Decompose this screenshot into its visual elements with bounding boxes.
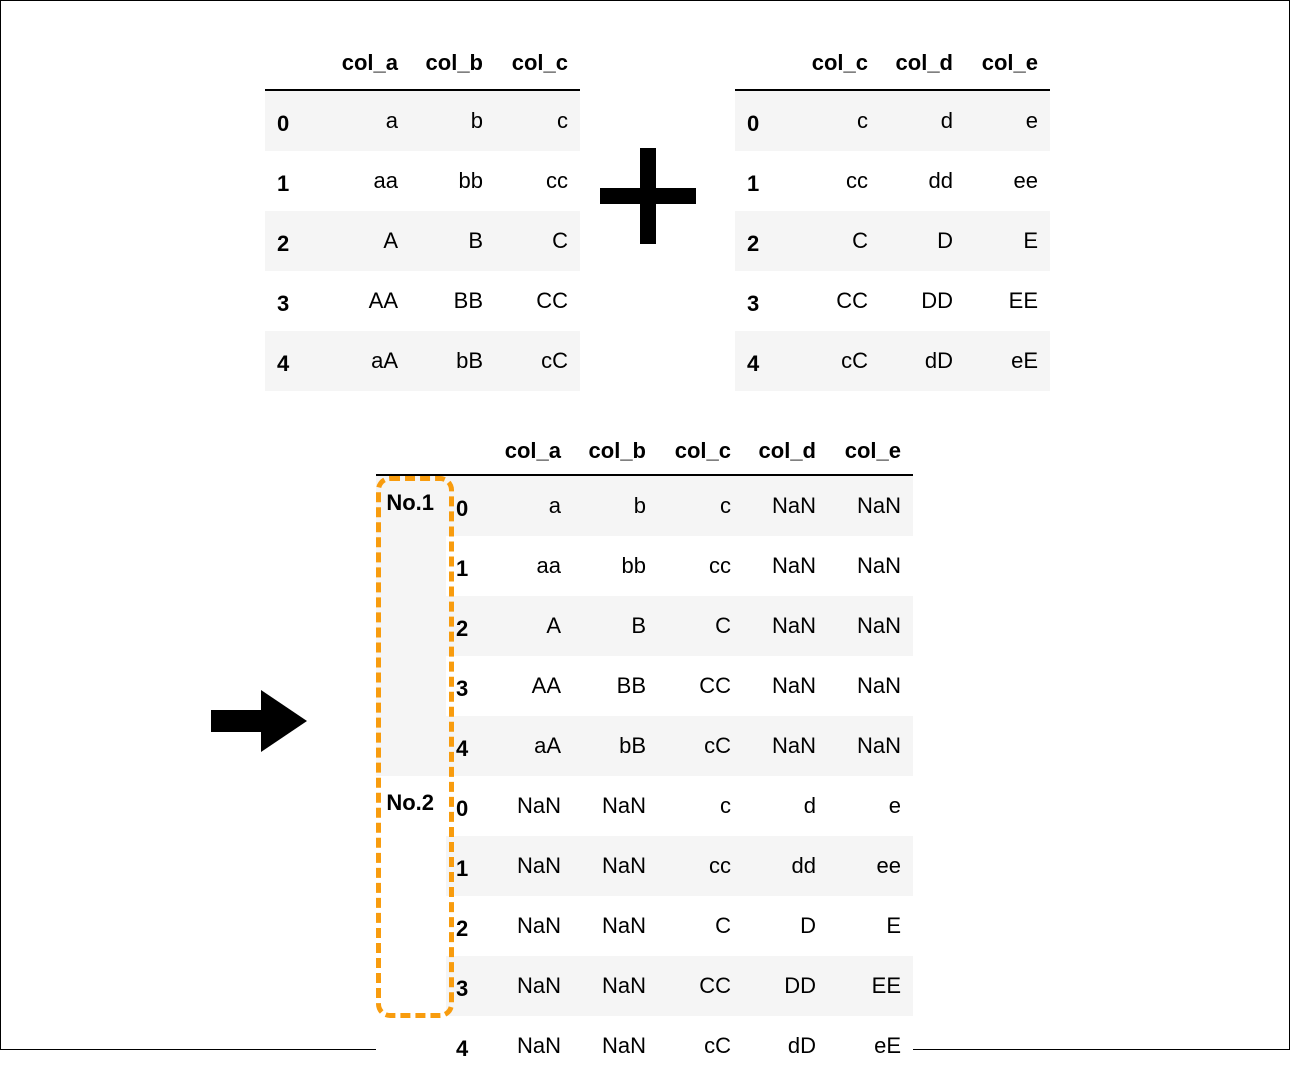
table-row [376, 536, 913, 596]
cell: cc [658, 536, 743, 596]
cell: C [795, 211, 880, 271]
cell: eE [828, 1016, 913, 1076]
row-index: 0 [265, 90, 325, 151]
cell: dD [880, 331, 965, 391]
row-index: 2 [735, 211, 795, 271]
cell: d [743, 776, 828, 836]
cell: C [658, 596, 743, 656]
row-index: 0 [446, 776, 488, 836]
cell: bb [573, 536, 658, 596]
cell: EE [1008, 288, 1038, 313]
cell: C [495, 211, 580, 271]
cell: CC [536, 288, 568, 313]
cell: BB [453, 288, 483, 313]
cell: A [488, 596, 573, 656]
cell: NaN [743, 596, 828, 656]
column-header: col_b [573, 427, 658, 475]
table-row [735, 151, 1050, 211]
cell: e [828, 776, 913, 836]
cell: cc [846, 168, 868, 193]
column-header: col_a [325, 36, 410, 90]
cell: NaN [743, 656, 828, 716]
cell: NaN [573, 956, 658, 1016]
table-row [376, 896, 913, 956]
result-dataframe [376, 427, 913, 1076]
cell: NaN [828, 656, 913, 716]
table-row [265, 271, 580, 331]
cell: C [658, 896, 743, 956]
column-header: col_c [658, 427, 743, 475]
cell: NaN [573, 896, 658, 956]
table-row [735, 271, 1050, 331]
column-header: col_c [795, 36, 880, 90]
cell: E [828, 896, 913, 956]
table-row [735, 331, 1050, 391]
cell: NaN [743, 716, 828, 776]
column-header: col_e [828, 427, 913, 475]
table-row [376, 956, 913, 1016]
row-index: 4 [735, 331, 795, 391]
cell: DD [921, 288, 953, 313]
cell: B [410, 211, 495, 271]
cell: cc [546, 168, 568, 193]
row-index: 4 [446, 716, 488, 776]
cell: A [325, 211, 410, 271]
table-row [376, 776, 913, 836]
table-row [735, 90, 1050, 151]
row-index: 2 [265, 211, 325, 271]
table-row [376, 836, 913, 896]
row-index: 2 [446, 596, 488, 656]
cell: NaN [743, 536, 828, 596]
row-index: 4 [265, 331, 325, 391]
cell: E [965, 211, 1050, 271]
cell: DD [743, 956, 828, 1016]
left-dataframe [265, 36, 580, 391]
cell: NaN [828, 536, 913, 596]
row-index: 3 [446, 956, 488, 1016]
cell: NaN [488, 1016, 573, 1076]
cell: ee [1013, 168, 1038, 193]
cell: NaN [573, 1016, 658, 1076]
cell: ee [828, 836, 913, 896]
row-index: 3 [277, 291, 290, 316]
cell: NaN [828, 716, 913, 776]
cell: NaN [488, 776, 573, 836]
header-row [265, 36, 580, 90]
column-header: col_b [410, 36, 495, 90]
cell: NaN [743, 475, 828, 536]
cell: cC [495, 331, 580, 391]
cell: D [743, 896, 828, 956]
cell: CC [836, 288, 868, 313]
cell: D [880, 211, 965, 271]
cell: BB [573, 656, 658, 716]
cell: NaN [488, 836, 573, 896]
column-header: col_c [495, 36, 580, 90]
table-row [265, 331, 580, 391]
group-key-no2: No.2 [376, 776, 446, 1076]
cell: e [965, 90, 1050, 151]
cell: NaN [488, 956, 573, 1016]
index-header [735, 36, 795, 90]
cell: c [658, 776, 743, 836]
cell: AA [488, 656, 573, 716]
cell: d [880, 90, 965, 151]
cell: aa [488, 536, 573, 596]
cell: c [495, 90, 580, 151]
cell: a [325, 90, 410, 151]
cell: bB [573, 716, 658, 776]
cell: NaN [828, 596, 913, 656]
group-index-header [376, 427, 446, 475]
cell: b [410, 90, 495, 151]
table-row [376, 596, 913, 656]
cell: c [658, 475, 743, 536]
cell: NaN [573, 836, 658, 896]
cell: NaN [828, 475, 913, 536]
cell: bb [458, 168, 483, 193]
table-row [376, 475, 913, 536]
column-header: col_d [743, 427, 828, 475]
column-header: col_a [488, 427, 573, 475]
header-row [735, 36, 1050, 90]
row-index: 2 [446, 896, 488, 956]
cell: aA [488, 716, 573, 776]
table-row [265, 151, 580, 211]
cell: cc [658, 836, 743, 896]
table-row [735, 211, 1050, 271]
row-index: 1 [277, 171, 290, 196]
cell: B [573, 596, 658, 656]
cell: c [795, 90, 880, 151]
row-index: 4 [446, 1016, 488, 1076]
cell: CC [658, 656, 743, 716]
column-header: col_e [965, 36, 1050, 90]
cell: dd [928, 168, 953, 193]
table-row [376, 656, 913, 716]
cell: aa [373, 168, 398, 193]
arrow-right-icon [211, 690, 307, 754]
cell: bB [410, 331, 495, 391]
cell: CC [658, 956, 743, 1016]
row-index: 1 [446, 536, 488, 596]
row-index: 1 [446, 836, 488, 896]
cell: AA [368, 288, 398, 313]
cell: a [488, 475, 573, 536]
cell: cC [658, 716, 743, 776]
right-dataframe [735, 36, 1050, 391]
row-index: 3 [747, 291, 760, 316]
cell: cC [658, 1016, 743, 1076]
cell: dD [743, 1016, 828, 1076]
table-row [265, 211, 580, 271]
index-header [265, 36, 325, 90]
header-row [376, 427, 913, 475]
row-index: 0 [446, 475, 488, 536]
cell: EE [828, 956, 913, 1016]
row-index: 0 [735, 90, 795, 151]
row-index: 3 [446, 656, 488, 716]
cell: NaN [573, 776, 658, 836]
cell: eE [965, 331, 1050, 391]
column-header: col_d [880, 36, 965, 90]
table-row [376, 1016, 913, 1076]
table-row [265, 90, 580, 151]
group-key-no1: No.1 [376, 475, 446, 776]
row-index: 1 [747, 171, 760, 196]
cell: b [573, 475, 658, 536]
cell: NaN [488, 896, 573, 956]
table-row [376, 716, 913, 776]
cell: aA [325, 331, 410, 391]
cell: dd [743, 836, 828, 896]
plus-icon [600, 148, 696, 244]
index-header [446, 427, 488, 475]
cell: cC [795, 331, 880, 391]
